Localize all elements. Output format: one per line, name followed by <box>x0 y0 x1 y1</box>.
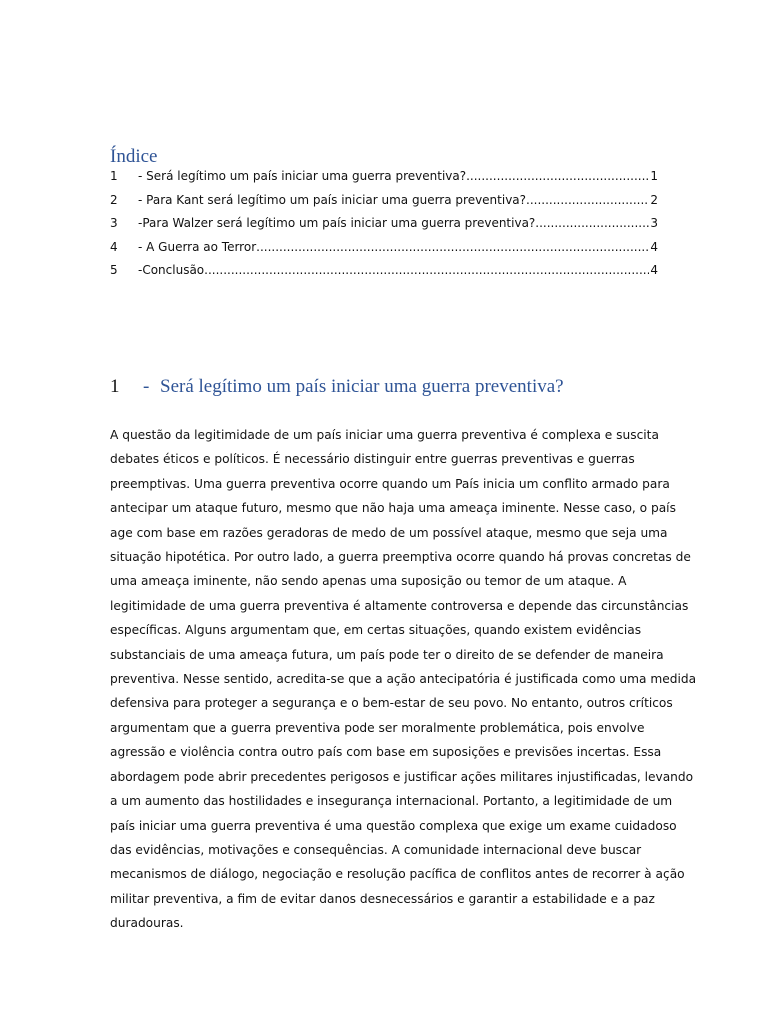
table-of-contents <box>110 169 658 287</box>
toc-entry-number: 3 <box>110 216 118 230</box>
body-line: agressão e violência contra outro país com base em suposições e previsões incertas. Essa <box>110 745 662 760</box>
body-line: argumentam que a guerra preventiva pode ser moralmente problemática, pois envolve <box>110 720 645 735</box>
toc-entry-text: - A Guerra ao Terror <box>138 239 257 254</box>
toc-entry-text: -Para Walzer será legítimo um país iniciar uma guerra preventiva? <box>138 216 536 230</box>
body-line: uma ameaça iminente, não sendo apenas uma suposição ou temor de um ataque. A <box>110 574 627 589</box>
toc-entry[interactable] <box>110 216 658 240</box>
body-line: substanciais de uma ameaça futura, um país pode ter o direito de se defender de maneira <box>110 647 664 662</box>
body-line: age com base em razões geradoras de medo de um possível ataque, mesmo que seja uma <box>110 525 668 540</box>
toc-leader-dots <box>204 263 649 277</box>
body-line: A questão da legitimidade de um país iniciar uma guerra preventiva é complexa e suscita <box>110 428 659 442</box>
toc-leader-dots <box>466 169 649 183</box>
body-line: militar preventiva, a fim de evitar danos desnecessários e garantir a estabilidade e a paz <box>110 891 655 906</box>
toc-entry-page: 4 <box>650 239 658 254</box>
toc-entry-page: 2 <box>650 192 658 207</box>
toc-entry-number: 5 <box>110 263 118 277</box>
body-line: das evidências, motivações e consequências. A comunidade internacional deve buscar <box>110 842 642 857</box>
section-number: 1 <box>110 376 120 397</box>
body-line: específicas. Alguns argumentam que, em certas situações, quando existem evidências <box>110 623 642 638</box>
toc-entry[interactable] <box>110 169 658 193</box>
toc-entry-number: 1 <box>110 169 118 183</box>
section-body <box>110 423 697 936</box>
toc-entry[interactable] <box>110 263 658 287</box>
body-line: país iniciar uma guerra preventiva é uma questão complexa que exige um exame cuidadoso <box>110 818 677 833</box>
body-line: antecipar um ataque futuro, mesmo que não haja uma ameaça iminente. Nesse caso, o país <box>110 501 676 516</box>
section-heading <box>110 374 670 400</box>
toc-entry[interactable] <box>110 240 658 264</box>
toc-entry-text: -Conclusão <box>138 263 205 277</box>
toc-entry-text: - Para Kant será legítimo um país iniciar uma guerra preventiva? <box>138 192 527 207</box>
toc-entry-number: 4 <box>110 239 118 254</box>
toc-entry-page: 1 <box>650 169 658 183</box>
section-dash: - <box>143 376 150 397</box>
toc-leader-dots <box>526 193 649 207</box>
toc-leader-dots <box>256 240 649 254</box>
section-title: Será legítimo um país iniciar uma guerra preventiva? <box>160 376 564 397</box>
body-line: preemptivas. Uma guerra preventiva ocorre quando um País inicia um conflito armado para <box>110 476 670 491</box>
body-line: debates éticos e políticos. É necessário distinguir entre guerras preventivas e guerras <box>110 452 635 467</box>
body-line: duradouras. <box>110 916 184 931</box>
toc-entry-text: - Será legítimo um país iniciar uma guerra preventiva? <box>138 169 467 183</box>
body-line: mecanismos de diálogo, negociação e resolução pacífica de conflitos antes de recorrer à ação <box>110 867 685 882</box>
body-line: abordagem pode abrir precedentes perigosos e justificar ações militares injustificadas, levando <box>110 769 694 784</box>
toc-entry-page: 3 <box>650 216 658 230</box>
toc-title: Índice <box>110 146 158 167</box>
toc-entry[interactable] <box>110 193 658 217</box>
toc-entry-number: 2 <box>110 192 118 207</box>
body-line: preventiva. Nesse sentido, acredita-se que a ação antecipatória é justificada como uma medida <box>110 672 697 687</box>
body-line: defensiva para proteger a segurança e o bem-estar de seu povo. No entanto, outros críticos <box>110 696 673 711</box>
body-line: situação hipotética. Por outro lado, a guerra preemptiva ocorre quando há provas concretas de <box>110 550 691 565</box>
toc-leader-dots <box>535 216 649 230</box>
toc-entry-page: 4 <box>650 263 658 277</box>
body-line: a um aumento das hostilidades e insegurança internacional. Portanto, a legitimidade de um <box>110 794 673 809</box>
body-line: legitimidade de uma guerra preventiva é altamente controversa e depende das circunstâncias <box>110 598 689 613</box>
